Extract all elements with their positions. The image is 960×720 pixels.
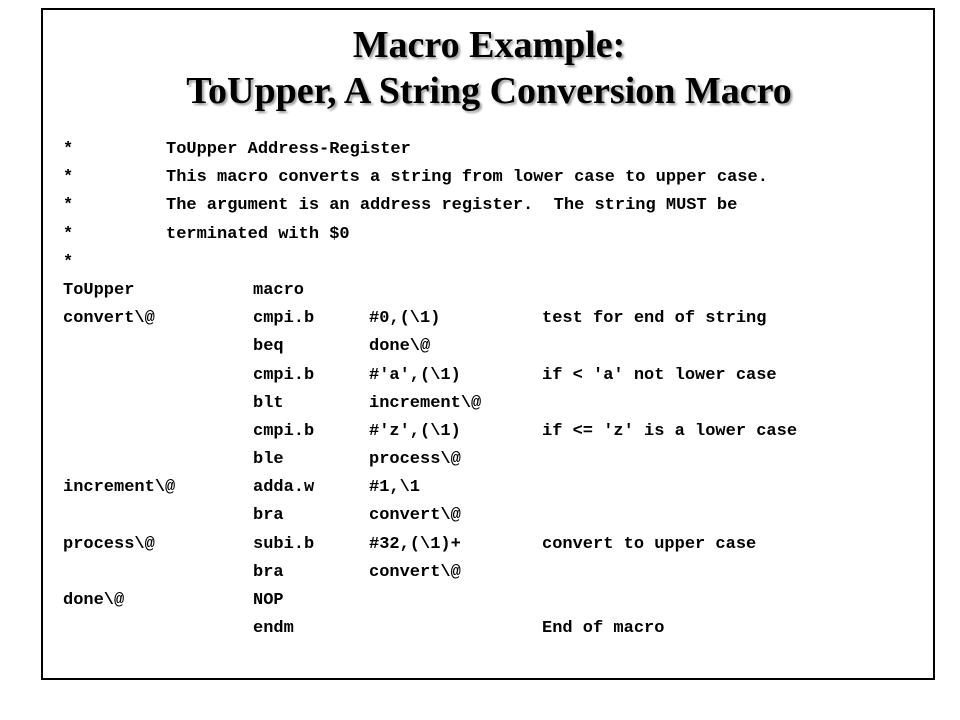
comment-line (63, 221, 350, 249)
title-line-2: ToUpper, A String Conversion Macro (186, 70, 792, 112)
code-line (63, 362, 777, 390)
code-line (63, 587, 284, 615)
code-operand: convert\@ (369, 562, 461, 582)
code-opcode: macro (253, 280, 305, 300)
code-line (63, 390, 482, 418)
code-comment: End of macro (542, 619, 665, 639)
code-listing (63, 136, 798, 643)
code-comment: if <= 'z' is a lower case (542, 421, 798, 441)
code-opcode: ble (253, 450, 284, 470)
code-line (63, 531, 757, 559)
code-line (63, 474, 421, 502)
code-label: convert\@ (63, 309, 155, 329)
comment-star: * (63, 196, 74, 216)
code-opcode: bra (253, 562, 284, 582)
comment-text: This macro converts a string from lower case to upper case. (166, 168, 768, 188)
code-line (63, 277, 305, 305)
slide-frame (41, 8, 935, 680)
code-line (63, 418, 798, 446)
code-opcode: cmpi.b (253, 365, 315, 385)
code-opcode: subi.b (253, 534, 315, 554)
code-line (63, 333, 431, 361)
code-operand: #'z',(\1) (369, 421, 461, 441)
code-label: process\@ (63, 534, 155, 554)
code-operand: process\@ (369, 450, 461, 470)
code-operand: increment\@ (369, 393, 482, 413)
code-operand: #'a',(\1) (369, 365, 461, 385)
code-comment: if < 'a' not lower case (542, 365, 777, 385)
code-operand: #0,(\1) (369, 309, 441, 329)
code-opcode: beq (253, 337, 284, 357)
comment-line (63, 136, 411, 164)
comment-star: * (63, 252, 74, 272)
code-label: ToUpper (63, 280, 135, 300)
code-opcode: endm (253, 619, 294, 639)
code-operand: convert\@ (369, 506, 461, 526)
code-operand: #32,(\1)+ (369, 534, 461, 554)
code-opcode: adda.w (253, 478, 315, 498)
comment-text: The argument is an address register. The string MUST be (166, 196, 738, 216)
comment-line (63, 192, 738, 220)
code-opcode: bra (253, 506, 284, 526)
code-line (63, 502, 461, 530)
comment-star: * (63, 168, 74, 188)
code-opcode: cmpi.b (253, 421, 315, 441)
code-opcode: cmpi.b (253, 309, 315, 329)
code-comment: test for end of string (542, 309, 767, 329)
code-line (63, 615, 665, 643)
comment-line (63, 249, 145, 277)
code-opcode: NOP (253, 591, 284, 610)
code-label: done\@ (63, 591, 125, 610)
comment-line (63, 164, 768, 192)
comment-text: terminated with $0 (166, 224, 350, 244)
code-operand: done\@ (369, 337, 431, 357)
code-operand: #1,\1 (369, 478, 421, 498)
code-opcode: blt (253, 393, 284, 413)
code-line (63, 305, 767, 333)
code-line (63, 446, 461, 474)
slide-title (43, 22, 935, 114)
comment-text: ToUpper Address-Register (166, 140, 411, 159)
title-line-1: Macro Example: (352, 24, 626, 66)
comment-star: * (63, 140, 74, 159)
code-label: increment\@ (63, 478, 176, 498)
code-line (63, 559, 461, 587)
code-comment: convert to upper case (542, 534, 757, 554)
comment-star: * (63, 224, 74, 244)
